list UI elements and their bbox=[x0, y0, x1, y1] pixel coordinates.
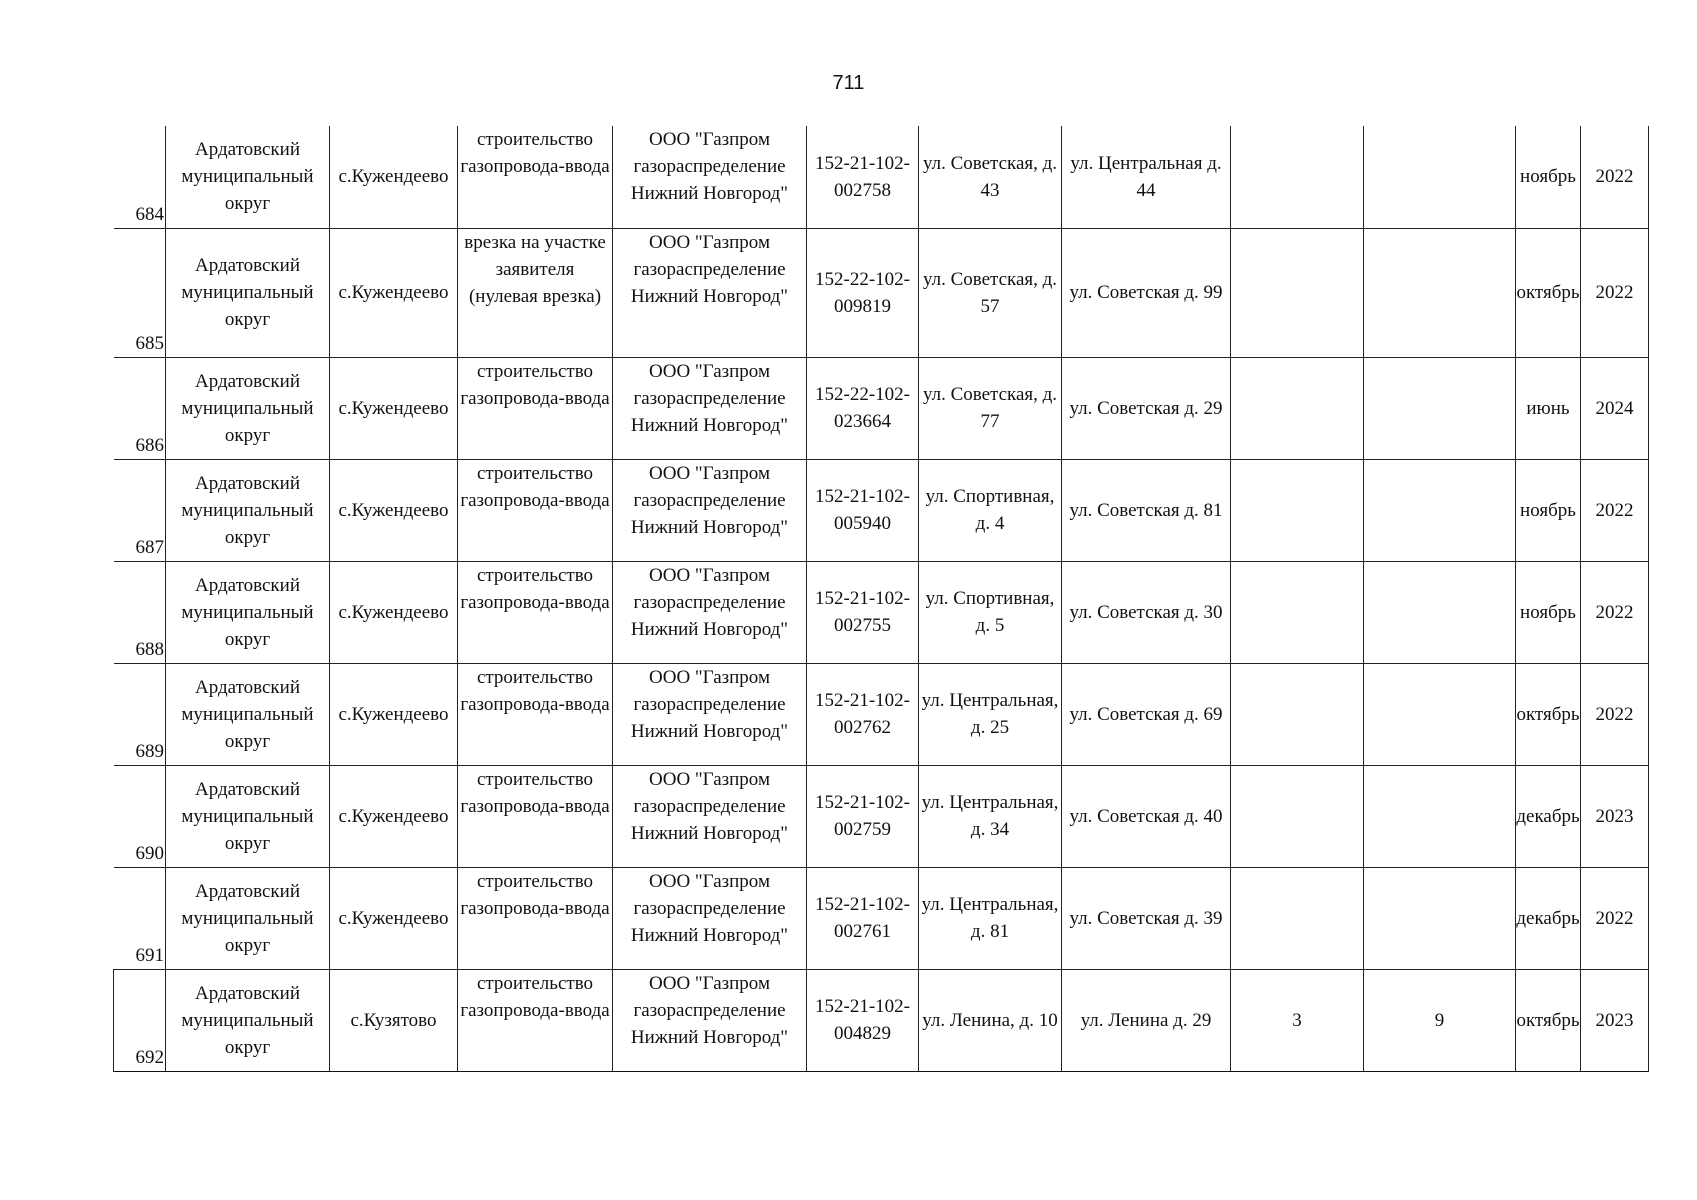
value-cell-9 bbox=[1231, 765, 1364, 867]
object-address-cell: ул. Центральная, д. 34 bbox=[919, 765, 1062, 867]
year-cell: 2022 bbox=[1581, 228, 1649, 357]
value-cell-9 bbox=[1231, 867, 1364, 969]
application-code-cell: 152-21-102-002755 bbox=[807, 561, 919, 663]
settlement-cell: с.Кужендеево bbox=[330, 765, 458, 867]
object-address-cell: ул. Советская, д. 77 bbox=[919, 357, 1062, 459]
connection-point-cell: ул. Советская д. 39 bbox=[1062, 867, 1231, 969]
table-row bbox=[114, 357, 1649, 459]
district-cell: Ардатовский муниципальный округ bbox=[166, 765, 330, 867]
value-cell-9 bbox=[1231, 126, 1364, 228]
work-type-cell: врезка на участке заявителя (нулевая врезка) bbox=[458, 228, 613, 357]
month-cell: октябрь bbox=[1516, 969, 1581, 1071]
organization-cell: ООО "Газпром газораспределение Нижний Новгород" bbox=[613, 357, 807, 459]
value-cell-9: 3 bbox=[1231, 969, 1364, 1071]
table-row bbox=[114, 459, 1649, 561]
object-address-cell: ул. Советская, д. 43 bbox=[919, 126, 1062, 228]
application-code-cell: 152-22-102-009819 bbox=[807, 228, 919, 357]
value-cell-10 bbox=[1364, 459, 1516, 561]
settlement-cell: с.Кужендеево bbox=[330, 663, 458, 765]
application-code-cell: 152-21-102-002761 bbox=[807, 867, 919, 969]
connection-point-cell: ул. Ленина д. 29 bbox=[1062, 969, 1231, 1071]
month-cell: декабрь bbox=[1516, 867, 1581, 969]
value-cell-10 bbox=[1364, 867, 1516, 969]
work-type-cell: строительство газопровода-ввода bbox=[458, 867, 613, 969]
month-cell: ноябрь bbox=[1516, 459, 1581, 561]
month-cell: ноябрь bbox=[1516, 561, 1581, 663]
connection-point-cell: ул. Советская д. 99 bbox=[1062, 228, 1231, 357]
row-number: 691 bbox=[114, 867, 166, 969]
work-type-cell: строительство газопровода-ввода bbox=[458, 765, 613, 867]
value-cell-10 bbox=[1364, 561, 1516, 663]
month-cell: октябрь bbox=[1516, 228, 1581, 357]
value-cell-9 bbox=[1231, 663, 1364, 765]
district-cell: Ардатовский муниципальный округ bbox=[166, 228, 330, 357]
object-address-cell: ул. Центральная, д. 25 bbox=[919, 663, 1062, 765]
object-address-cell: ул. Спортивная, д. 5 bbox=[919, 561, 1062, 663]
row-number: 686 bbox=[114, 357, 166, 459]
value-cell-10 bbox=[1364, 228, 1516, 357]
application-code-cell: 152-21-102-002758 bbox=[807, 126, 919, 228]
value-cell-10 bbox=[1364, 765, 1516, 867]
month-cell: октябрь bbox=[1516, 663, 1581, 765]
connection-point-cell: ул. Советская д. 30 bbox=[1062, 561, 1231, 663]
value-cell-10 bbox=[1364, 357, 1516, 459]
table-row bbox=[114, 969, 1649, 1071]
value-cell-9 bbox=[1231, 561, 1364, 663]
settlement-cell: с.Кужендеево bbox=[330, 867, 458, 969]
month-cell: июнь bbox=[1516, 357, 1581, 459]
organization-cell: ООО "Газпром газораспределение Нижний Новгород" bbox=[613, 126, 807, 228]
organization-cell: ООО "Газпром газораспределение Нижний Новгород" bbox=[613, 969, 807, 1071]
organization-cell: ООО "Газпром газораспределение Нижний Новгород" bbox=[613, 663, 807, 765]
district-cell: Ардатовский муниципальный округ bbox=[166, 459, 330, 561]
application-code-cell: 152-21-102-002762 bbox=[807, 663, 919, 765]
application-code-cell: 152-21-102-005940 bbox=[807, 459, 919, 561]
value-cell-9 bbox=[1231, 357, 1364, 459]
year-cell: 2023 bbox=[1581, 969, 1649, 1071]
work-type-cell: строительство газопровода-ввода bbox=[458, 126, 613, 228]
connection-point-cell: ул. Советская д. 29 bbox=[1062, 357, 1231, 459]
year-cell: 2024 bbox=[1581, 357, 1649, 459]
connection-point-cell: ул. Центральная д. 44 bbox=[1062, 126, 1231, 228]
year-cell: 2022 bbox=[1581, 459, 1649, 561]
organization-cell: ООО "Газпром газораспределение Нижний Новгород" bbox=[613, 459, 807, 561]
month-cell: декабрь bbox=[1516, 765, 1581, 867]
work-type-cell: строительство газопровода-ввода bbox=[458, 969, 613, 1071]
settlement-cell: с.Кужендеево bbox=[330, 228, 458, 357]
settlement-cell: с.Кужендеево bbox=[330, 561, 458, 663]
district-cell: Ардатовский муниципальный округ bbox=[166, 867, 330, 969]
connection-point-cell: ул. Советская д. 81 bbox=[1062, 459, 1231, 561]
settlement-cell: с.Кузятово bbox=[330, 969, 458, 1071]
connection-point-cell: ул. Советская д. 69 bbox=[1062, 663, 1231, 765]
table-body bbox=[114, 126, 1649, 1071]
object-address-cell: ул. Советская, д. 57 bbox=[919, 228, 1062, 357]
year-cell: 2022 bbox=[1581, 561, 1649, 663]
work-type-cell: строительство газопровода-ввода bbox=[458, 459, 613, 561]
table-row bbox=[114, 765, 1649, 867]
application-code-cell: 152-21-102-004829 bbox=[807, 969, 919, 1071]
row-number: 688 bbox=[114, 561, 166, 663]
value-cell-10: 9 bbox=[1364, 969, 1516, 1071]
value-cell-10 bbox=[1364, 663, 1516, 765]
table-row bbox=[114, 663, 1649, 765]
settlement-cell: с.Кужендеево bbox=[330, 357, 458, 459]
work-type-cell: строительство газопровода-ввода bbox=[458, 663, 613, 765]
row-number: 684 bbox=[114, 126, 166, 228]
year-cell: 2022 bbox=[1581, 663, 1649, 765]
object-address-cell: ул. Центральная, д. 81 bbox=[919, 867, 1062, 969]
month-cell: ноябрь bbox=[1516, 126, 1581, 228]
value-cell-9 bbox=[1231, 459, 1364, 561]
object-address-cell: ул. Спортивная, д. 4 bbox=[919, 459, 1062, 561]
work-type-cell: строительство газопровода-ввода bbox=[458, 357, 613, 459]
gasification-table bbox=[113, 126, 1649, 1072]
organization-cell: ООО "Газпром газораспределение Нижний Новгород" bbox=[613, 228, 807, 357]
application-code-cell: 152-21-102-002759 bbox=[807, 765, 919, 867]
district-cell: Ардатовский муниципальный округ bbox=[166, 561, 330, 663]
settlement-cell: с.Кужендеево bbox=[330, 126, 458, 228]
row-number: 687 bbox=[114, 459, 166, 561]
organization-cell: ООО "Газпром газораспределение Нижний Новгород" bbox=[613, 867, 807, 969]
year-cell: 2022 bbox=[1581, 126, 1649, 228]
organization-cell: ООО "Газпром газораспределение Нижний Новгород" bbox=[613, 765, 807, 867]
year-cell: 2022 bbox=[1581, 867, 1649, 969]
row-number: 690 bbox=[114, 765, 166, 867]
object-address-cell: ул. Ленина, д. 10 bbox=[919, 969, 1062, 1071]
application-code-cell: 152-22-102-023664 bbox=[807, 357, 919, 459]
year-cell: 2023 bbox=[1581, 765, 1649, 867]
table-row bbox=[114, 228, 1649, 357]
work-type-cell: строительство газопровода-ввода bbox=[458, 561, 613, 663]
district-cell: Ардатовский муниципальный округ bbox=[166, 126, 330, 228]
district-cell: Ардатовский муниципальный округ bbox=[166, 357, 330, 459]
table-row bbox=[114, 561, 1649, 663]
district-cell: Ардатовский муниципальный округ bbox=[166, 969, 330, 1071]
table-row bbox=[114, 126, 1649, 228]
value-cell-10 bbox=[1364, 126, 1516, 228]
district-cell: Ардатовский муниципальный округ bbox=[166, 663, 330, 765]
page-number: 711 bbox=[832, 72, 865, 94]
row-number: 689 bbox=[114, 663, 166, 765]
row-number: 685 bbox=[114, 228, 166, 357]
row-number: 692 bbox=[114, 969, 166, 1071]
organization-cell: ООО "Газпром газораспределение Нижний Новгород" bbox=[613, 561, 807, 663]
value-cell-9 bbox=[1231, 228, 1364, 357]
settlement-cell: с.Кужендеево bbox=[330, 459, 458, 561]
table-row bbox=[114, 867, 1649, 969]
connection-point-cell: ул. Советская д. 40 bbox=[1062, 765, 1231, 867]
